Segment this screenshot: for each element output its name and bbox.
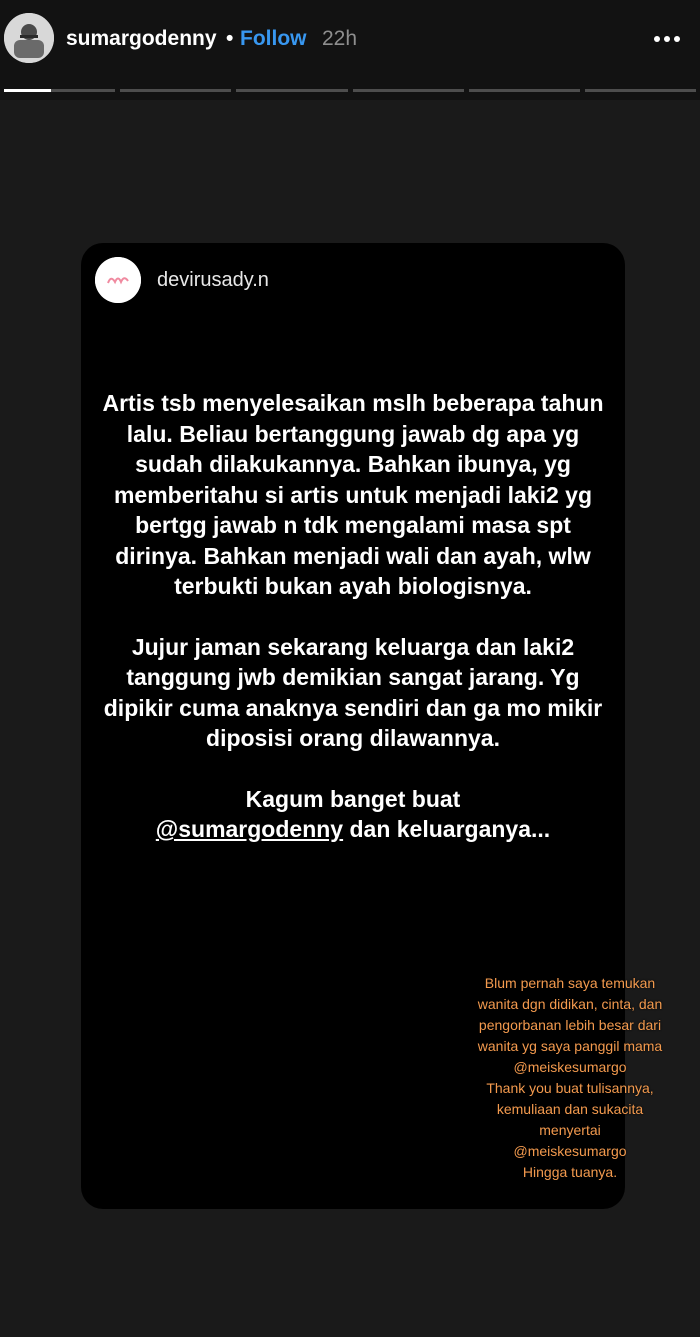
progress-segment bbox=[353, 89, 464, 92]
more-options-icon[interactable] bbox=[645, 22, 689, 56]
caption-text: Thank you buat tulisannya, kemuliaan dan sukacita menyertai bbox=[486, 1080, 654, 1138]
repost-paragraph-text: Kagum banget buat bbox=[245, 785, 461, 812]
story-progress-bar bbox=[4, 89, 696, 92]
progress-segment bbox=[585, 89, 696, 92]
progress-segment bbox=[120, 89, 231, 92]
repost-text bbox=[101, 388, 605, 845]
progress-segment bbox=[469, 89, 580, 92]
repost-username[interactable]: devirusady.n bbox=[157, 269, 269, 291]
repost-paragraph: Jujur jaman sekarang keluarga dan laki2 tanggung jwb demikian sangat jarang. Yg dipikir cuma anaknya sendiri dan ga mo mikir diposisi orang dilawannya. bbox=[103, 633, 603, 751]
follow-button[interactable]: Follow bbox=[240, 27, 307, 50]
repost-paragraph: Artis tsb menyelesaikan mslh beberapa tahun lalu. Beliau bertanggung jawab dg apa yg sudah dilakukannya. Bahkan ibunya, yg memberitahu si artis untuk menjadi laki2 yg bertgg jawab n tdk mengalami masa spt dirinya. Bahkan menjadi wali dan ayah, wlw terbukti bukan ayah biologisnya. bbox=[102, 390, 604, 599]
repost-paragraph-text: dan keluarganya... bbox=[349, 816, 551, 842]
story-header bbox=[0, 0, 700, 100]
profile-logo-icon bbox=[95, 257, 141, 303]
separator-dot: • bbox=[226, 27, 234, 50]
profile-avatar[interactable] bbox=[4, 13, 54, 63]
repost-paragraph bbox=[101, 784, 605, 845]
mention-link[interactable]: @sumargodenny bbox=[155, 816, 344, 842]
caption-text: Blum pernah saya temukan wanita dgn didikan, cinta, dan pengorbanan lebih besar dari wanita yg saya panggil mama bbox=[477, 975, 663, 1054]
progress-segment bbox=[236, 89, 347, 92]
story-caption bbox=[472, 973, 668, 1183]
avatar-icon bbox=[4, 13, 54, 63]
caption-text: Hingga tuanya. bbox=[522, 1164, 618, 1180]
caption-mention[interactable]: @meiskesumargo bbox=[513, 1143, 627, 1159]
story-timestamp: 22h bbox=[322, 27, 358, 50]
repost-avatar[interactable] bbox=[95, 257, 141, 303]
progress-segment bbox=[4, 89, 115, 92]
story-username[interactable]: sumargodenny bbox=[66, 27, 217, 50]
caption-mention[interactable]: @meiskesumargo bbox=[513, 1059, 627, 1075]
